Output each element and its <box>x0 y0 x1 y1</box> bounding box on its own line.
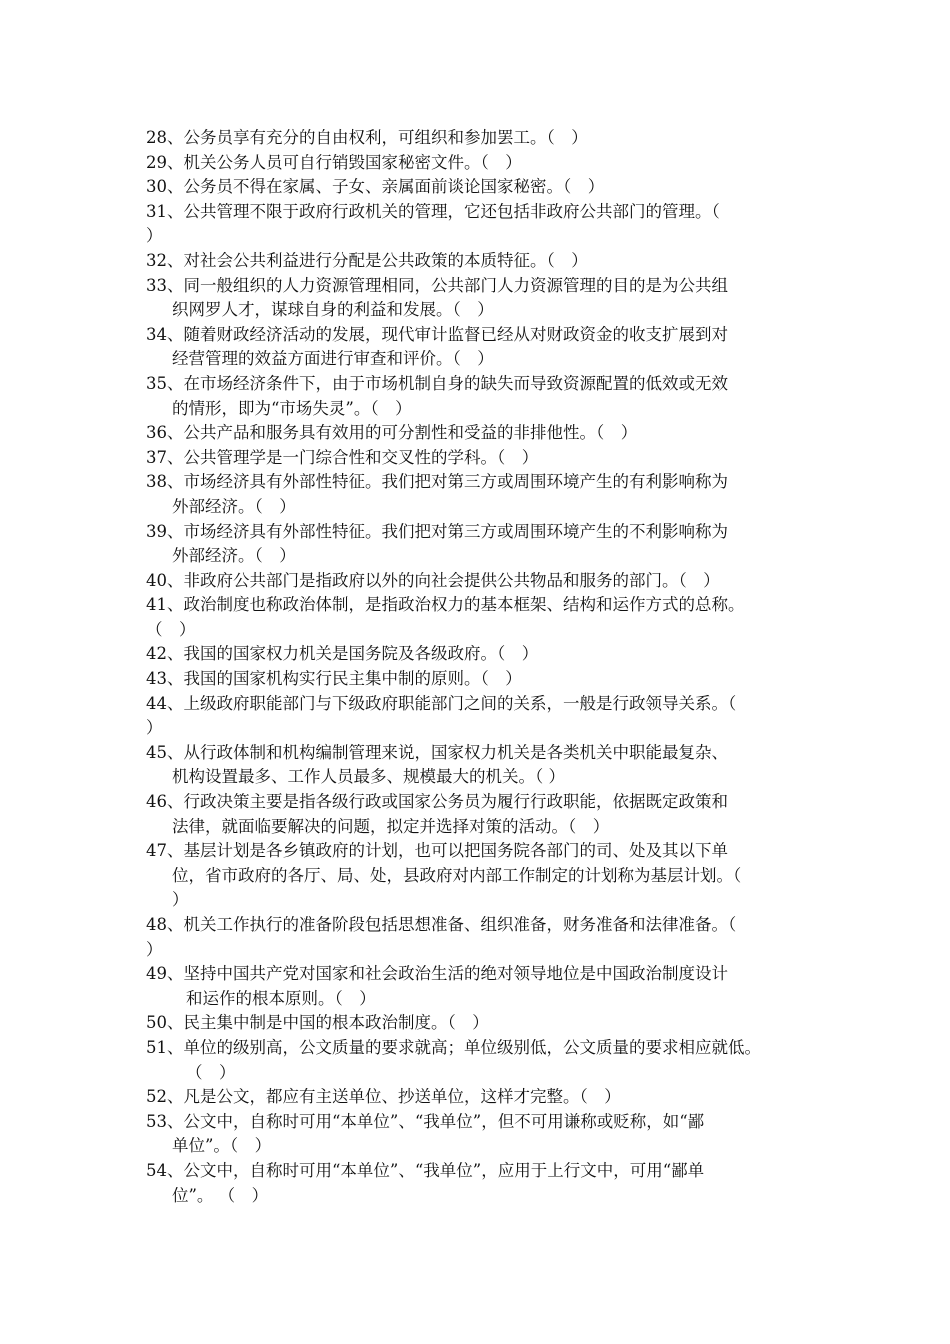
question-item <box>146 741 816 790</box>
question-text-line: 42、我国的国家权力机关是国务院及各级政府。（ ） <box>146 644 539 664</box>
question-item <box>146 421 816 446</box>
question-item <box>146 1011 816 1036</box>
question-item <box>146 569 816 594</box>
question-text-line: 40、非政府公共部门是指政府以外的向社会提供公共物品和服务的部门。（ ） <box>146 570 720 590</box>
question-item <box>146 692 816 741</box>
question-text-line: 47、基层计划是各乡镇政府的计划，也可以把国务院各部门的司、处及其以下单 <box>146 841 728 861</box>
question-text-line: 37、公共管理学是一门综合性和交叉性的学科。（ ） <box>146 447 539 467</box>
question-item <box>146 151 816 176</box>
question-text-line: 39、市场经济具有外部性特征。我们把对第三方或周围环境产生的不利影响称为 <box>146 521 728 541</box>
question-text-line: 41、政治制度也称政治体制，是指政治权力的基本框架、结构和运作方式的总称。 <box>146 595 745 615</box>
question-text-line: 位”。 （ ） <box>172 1185 269 1205</box>
question-text-line: 外部经济。（ ） <box>172 546 296 566</box>
question-text-line: 28、公务员享有充分的自由权利，可组织和参加罢工。（ ） <box>146 128 588 147</box>
question-item <box>146 520 816 569</box>
question-text-line: 32、对社会公共利益进行分配是公共政策的本质特征。（ ） <box>146 250 588 270</box>
question-text-line: 43、我国的国家机构实行民主集中制的原则。（ ） <box>146 669 522 689</box>
question-text-line: 48、机关工作执行的准备阶段包括思想准备、组织准备，财务准备和法律准备。（ <box>146 915 737 934</box>
question-item <box>146 372 816 421</box>
question-text-line: 46、行政决策主要是指各级行政或国家公务员为履行行政职能，依据既定政策和 <box>146 792 728 812</box>
question-text-line: 35、在市场经济条件下，由于市场机制自身的缺失而导致资源配置的低效或无效 <box>146 373 728 393</box>
question-item <box>146 913 816 962</box>
question-text-line: ） <box>146 939 163 959</box>
question-text-line: 单位”。（ ） <box>172 1136 272 1156</box>
question-item <box>146 593 816 642</box>
question-text-line: ） <box>146 226 163 246</box>
question-item <box>146 470 816 519</box>
question-text-line: 51、单位的级别高，公文质量的要求就高；单位级别低，公文质量的要求相应就低。 <box>146 1037 761 1057</box>
question-item <box>146 446 816 471</box>
question-text-line: 和运作的根本原则。（ ） <box>186 988 376 1008</box>
question-item <box>146 642 816 667</box>
question-item <box>146 1036 816 1085</box>
question-text-line: 34、随着财政经济活动的发展，现代审计监督已经从对财政资金的收支扩展到对 <box>146 324 728 344</box>
question-text-line: 54、公文中，自称时可用“本单位”、“我单位”，应用于上行文中，可用“鄙单 <box>146 1160 705 1180</box>
question-text-line: 经营管理的效益方面进行审查和评价。（ ） <box>172 349 494 369</box>
question-text-line: 33、同一般组织的人力资源管理相同，公共部门人力资源管理的目的是为公共组 <box>146 275 728 295</box>
question-text-line: 30、公务员不得在家属、子女、亲属面前谈论国家秘密。（ ） <box>146 177 605 197</box>
question-text-line: 机构设置最多、工作人员最多、规模最大的机关。（ ） <box>172 767 565 787</box>
question-text-line: ） <box>172 890 189 910</box>
question-item <box>146 126 816 151</box>
question-item <box>146 175 816 200</box>
question-text-line: 外部经济。（ ） <box>172 496 296 516</box>
question-item <box>146 1110 816 1159</box>
question-text-line: 36、公共产品和服务具有效用的可分割性和受益的非排他性。（ ） <box>146 423 638 443</box>
question-text-line: 38、市场经济具有外部性特征。我们把对第三方或周围环境产生的有利影响称为 <box>146 472 728 492</box>
question-text-line: ） <box>146 718 163 738</box>
question-item <box>146 1085 816 1110</box>
question-item <box>146 1159 816 1208</box>
question-text-line: （ ） <box>186 1062 236 1082</box>
question-text-line: 49、坚持中国共产党对国家和社会政治生活的绝对领导地位是中国政治制度设计 <box>146 964 728 984</box>
question-text-line: 53、公文中，自称时可用“本单位”、“我单位”，但不可用谦称或贬称，如“鄙 <box>146 1111 705 1131</box>
question-item <box>146 667 816 692</box>
question-item <box>146 839 816 913</box>
question-item <box>146 249 816 274</box>
question-text-line: 位，省市政府的各厅、局、处，县政府对内部工作制定的计划称为基层计划。（ <box>172 865 742 885</box>
question-text-line: 织网罗人才，谋球自身的利益和发展。（ ） <box>172 300 494 320</box>
question-text-line: （ ） <box>146 619 196 639</box>
question-text-line: 50、民主集中制是中国的根本政治制度。（ ） <box>146 1013 489 1033</box>
question-item <box>146 200 816 249</box>
question-item <box>146 323 816 372</box>
question-text-line: 31、公共管理不限于政府行政机关的管理，它还包括非政府公共部门的管理。（ <box>146 201 720 221</box>
question-list <box>146 126 816 1208</box>
question-text-line: 的情形，即为“市场失灵”。（ ） <box>172 398 412 418</box>
question-text-line: 45、从行政体制和机构编制管理来说，国家权力机关是各类机关中职能最复杂、 <box>146 742 728 762</box>
question-text-line: 52、凡是公文，都应有主送单位、抄送单位，这样才完整。（ ） <box>146 1087 621 1107</box>
question-text-line: 44、上级政府职能部门与下级政府职能部门之间的关系，一般是行政领导关系。（ <box>146 693 737 713</box>
question-text-line: 29、机关公务人员可自行销毁国家秘密文件。（ ） <box>146 152 522 172</box>
question-text-line: 法律，就面临要解决的问题，拟定并选择对策的活动。（ ） <box>172 816 610 836</box>
question-item <box>146 962 816 1011</box>
question-item <box>146 274 816 323</box>
question-item <box>146 790 816 839</box>
